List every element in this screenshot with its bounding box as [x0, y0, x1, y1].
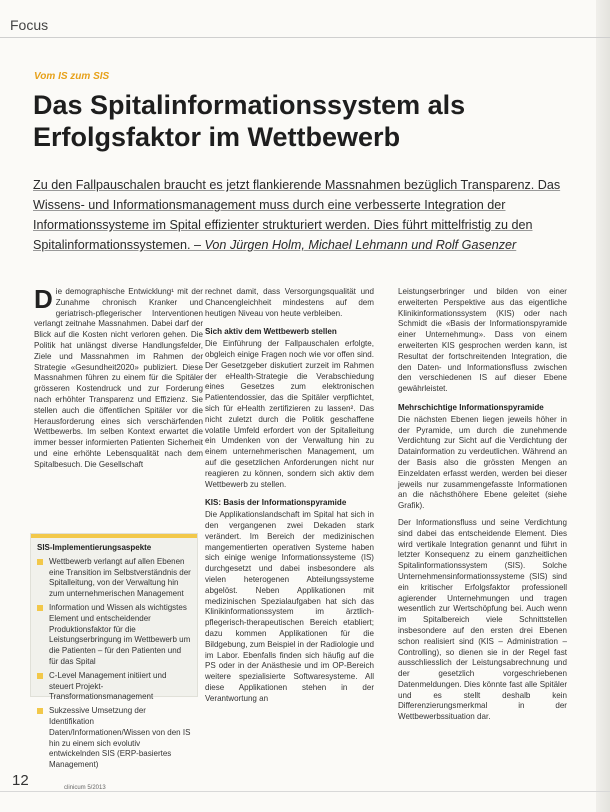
paragraph-text: ie demographische Entwicklung¹ mit der Zunahme chronisch Kranker und geriatrisch-pflegerischer Interventionen verlangt zeitnahe Massnahmen. Dabei darf der Blick auf die Kosten nicht verloren gehen. Die Politik hat unlängst diverse Handlungsfelder, Ziele und Massnahmen im Rahmen der Strategie «Gesundheit2020» publiziert. Diese Massnahmen führen zu einem für die Spitäler grösseren Kostendruck und zur Forderung nach erhöhter Transparenz und Effizienz. Sie stellen auch die öffentlichen Spitäler vor die Herausforderung eines sich verschärfenden Wettbewerbs. Im selben Kontext erwartet die immer besser informierten Patienten Sicherheit und eine erhöhte Lebensqualität nach dem Spitalbesuch. Die Gesellschaft	[34, 287, 203, 469]
article-title	[33, 89, 593, 153]
article-kicker: Vom IS zum SIS	[34, 71, 110, 82]
paragraph	[34, 284, 203, 471]
paragraph: rechnet damit, dass Versorgungsqualität und Chancengleichheit mindestens auf dem heutigen Niveau von heute verbleiben.	[205, 287, 374, 318]
square-bullet-icon	[37, 559, 43, 565]
list-item	[37, 706, 191, 771]
info-box-accent-bar	[31, 534, 197, 538]
info-box	[30, 533, 198, 770]
article-lead	[33, 175, 588, 255]
list-item	[37, 671, 191, 703]
paragraph: Die Applikationslandschaft im Spital hat sich in den vergangenen zwei Dekaden stark verändert. Im Bereich der medizinischen mangementierten operativen Systeme haben sich einige wenige Informationssysteme (IS) durchgesetzt und dabei insbesondere als vielen heterogenen Abteilungssysteme abgelöst. Neben Applikationen mit medizinischen Spezialaufgaben hat sich das Klinikinformationssystem im ärztlich-pflegerisch-therapeutischen Bereich etabliert; dazu kommen Applikationen für die Bildgebung, zum Beispiel in der Radiologie und im Labor. Ebenfalls finden sich häufig auf die PS oder in der Anästhesie und im OP-Bereich weitere spezialisierte Softwaresysteme. All diese Applikationen stehen in der Verantwortung an	[205, 510, 374, 703]
info-box-list	[31, 557, 197, 771]
square-bullet-icon	[37, 605, 43, 611]
list-item-text: Information und Wissen als wichtigstes Element und entscheidender Produktionsfaktor für die Leistungserbringung im Wettbewerb um die Patienten – für den Patienten und für das Spital	[49, 602, 191, 666]
paragraph: Der Informationsfluss und seine Verdichtung sind dabei das entscheidende Element. Dies wird vertikale Integration genannt und führt in letzter Konsequenz zu einem ganzheitlichen Spitalinformationssystem (SIS). Solche Unternehmensinformationssysteme (SIS) sind ein kritischer Erfolgsfaktor professionell agierender Unternehmungen und tragen wesentlich zur Wertschöpfung bei. Auch wenn im Spitalbereich viele Schnittstellen insbesondere auf den ersten drei Ebenen schon realisiert sind (KIS – Administration – Controlling), so dienen sie in der Regel fast ausschliesslich der Leistungsabrechnung und der gesetzlich vorgeschriebenen Datenmeldungen. Dies könnte fast alle Spitäler und es stellt deshalb kein Differenzierungsmerkmal in der Wettbewerbssituation dar.	[398, 517, 567, 722]
header-rule	[0, 37, 610, 38]
subheading: KIS: Basis der Informationspyramide	[205, 498, 347, 508]
list-item	[37, 557, 191, 600]
list-item	[37, 603, 191, 668]
body-column-3	[398, 287, 567, 729]
title-line-2: Erfolgsfaktor im Wettbewerb	[33, 122, 401, 152]
paragraph: Die nächsten Ebenen liegen jeweils höher in der Pyramide, um durch die zunehmende Verdichtung zur Sicht auf die Verdichtung der Datainformation zu verdeutlichen. Während an der Basis also die grössten Mengen an Einzeldaten erfasst werden, werden bei dieser jeweils nur zusammengefasste Informationen an die nächsthöhere Ebene geleitet (siehe Grafik).	[398, 414, 567, 511]
subheading: Mehrschichtige Informationspyramide	[398, 402, 544, 412]
body-column-1	[34, 284, 203, 477]
issue-label: clinicum 5/2013	[64, 785, 106, 791]
body-column-2	[205, 287, 374, 710]
page-edge-shadow	[596, 0, 610, 812]
square-bullet-icon	[37, 673, 43, 679]
section-label: Focus	[10, 17, 49, 33]
byline: Von Jürgen Holm, Michael Lehmann und Rolf Gasenzer	[204, 238, 517, 252]
page-number: 12	[12, 772, 29, 789]
list-item-text: Wettbewerb verlangt auf allen Ebenen eine Transition im Selbstverständnis der Spitalleitung, von der Verwaltung hin zum unternehmerischen Management	[49, 556, 191, 599]
info-box-title: SIS-Implementierungsaspekte	[37, 543, 152, 552]
list-item-text: C-Level Management initiiert und steuert Projekt-Transformationsmanagement	[49, 670, 167, 702]
list-item-text: Sukzessive Umsetzung der Identifikation Daten/Informationen/Wissen von den IS hin zu einem sich evolutiv entwickelnden SIS (ERP-basiertes Management)	[49, 706, 191, 770]
square-bullet-icon	[37, 708, 43, 714]
lead-text: Zu den Fallpauschalen braucht es jetzt flankierende Massnahmen bezüglich Transparenz. Das Wissens- und Informationsmanagement muss durch eine verbesserte Integration der Informationssysteme im Spital effizienter strukturiert werden. Dies führt mittelfristig zu den Spitalinformationssystemen. –	[33, 178, 561, 252]
subheading: Sich aktiv dem Wettbewerb stellen	[205, 327, 337, 337]
paragraph: Die Einführung der Fallpauschalen erfolgte, obgleich einige Fragen noch wie vor offen sind. Der Gesetzgeber diskutiert zurzeit im Rahmen der eHealth-Strategie die Verabschiedung eines Gesetzes zum elektronischen Patientendossier, das die Spitäler verpflichtet, sich für eHealth zertifizieren zu lassen². Das nicht zuletzt durch die Politik geschaffene volatile Umfeld erfordert von der Spitalleitung ein Umdenken von der Verwaltung hin zu einem unternehmerischen Management, um auf die gesetzlichen Anforderungen nicht nur reagieren zu können, sondern sich aktiv dem Wettbewerb zu stellen.	[205, 339, 374, 489]
footer-rule	[0, 791, 610, 792]
drop-cap: D	[34, 284, 53, 314]
title-line-1: Das Spitalinformationssystem als	[33, 90, 466, 120]
paragraph: Leistungserbringer und bilden von einer erweiterten Perspektive aus das eigentliche Klinikinformationssystem (KIS) oder nach Schmidt die «Basis der Informationspyramide einer Unternehmung». Dass von einem erweiterten KIS gesprochen werden kann, ist Resultat der fortschreitenden Integration, die den Daten- und Informationsfluss zwischen den verschiedenen IS auf dieser Ebene gewährleistet.	[398, 287, 567, 394]
